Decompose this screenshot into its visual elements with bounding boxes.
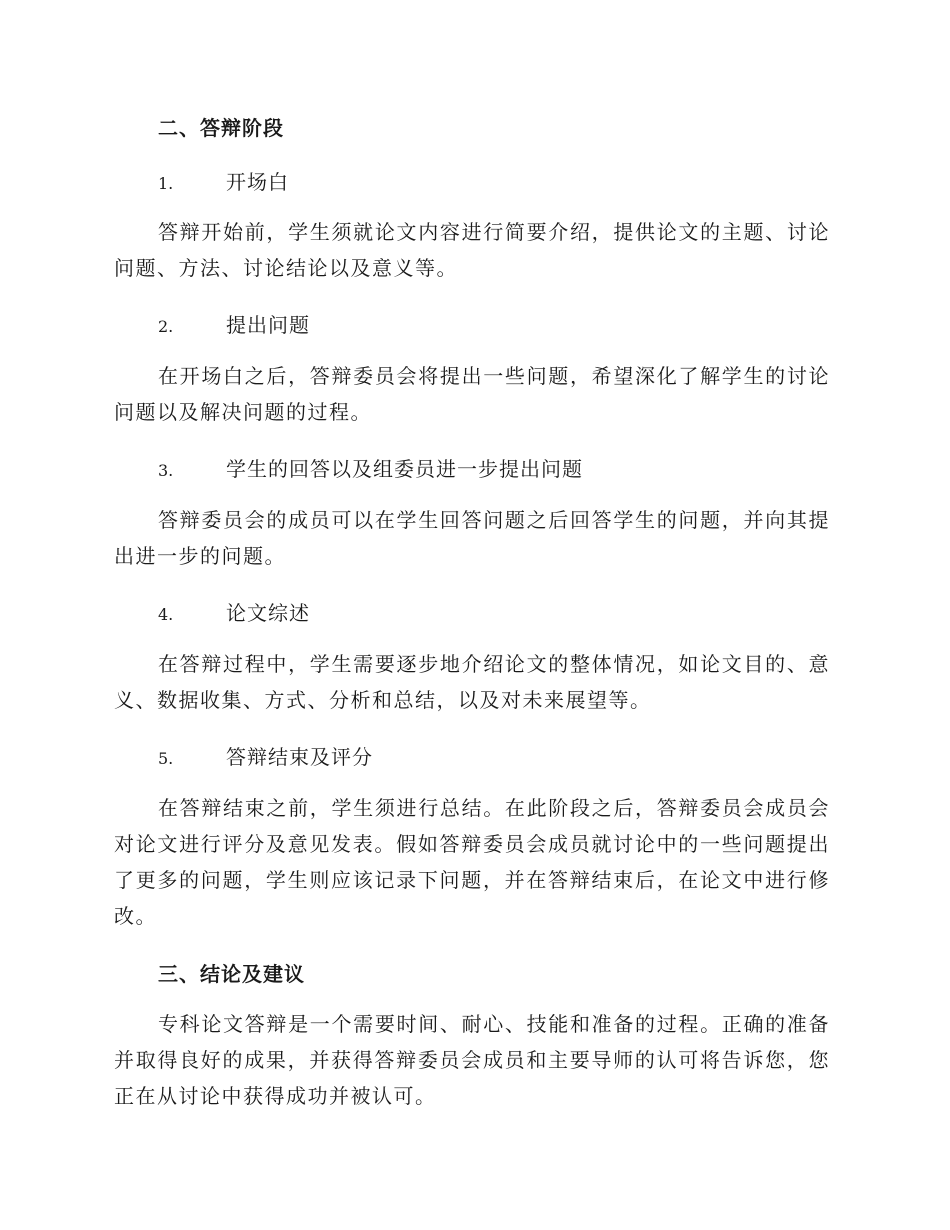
paragraph-answers: 答辩委员会的成员可以在学生回答问题之后回答学生的问题，并向其提出进一步的问题。 — [114, 508, 830, 568]
item-label: 提出问题 — [226, 313, 310, 337]
paragraph-questions: 在开场白之后，答辩委员会将提出一些问题，希望深化了解学生的讨论问题以及解决问题的过程。 — [114, 364, 830, 424]
list-item-scoring — [158, 741, 373, 770]
list-item-opening — [158, 166, 289, 195]
item-number: 3. — [158, 461, 174, 480]
list-item-review — [158, 597, 310, 626]
paragraph-conclusion: 专科论文答辩是一个需要时间、耐心、技能和准备的过程。正确的准备并取得良好的成果，并获得答辩委员会成员和主要导师的认可将告诉您，您正在从讨论中获得成功并被认可。 — [114, 1012, 830, 1108]
item-number: 2. — [158, 317, 174, 336]
list-item-answers — [158, 453, 583, 482]
item-number: 4. — [158, 605, 174, 624]
item-label: 学生的回答以及组委员进一步提出问题 — [226, 457, 583, 481]
item-number: 5. — [158, 749, 174, 768]
section-heading-conclusion: 三、结论及建议 — [158, 962, 305, 986]
item-label: 答辩结束及评分 — [226, 745, 373, 769]
item-label: 论文综述 — [226, 601, 310, 625]
item-number: 1. — [158, 174, 174, 193]
paragraph-scoring: 在答辩结束之前，学生须进行总结。在此阶段之后，答辩委员会成员会对论文进行评分及意见发表。假如答辩委员会成员就讨论中的一些问题提出了更多的问题，学生则应该记录下问题，并在答辩结束后，在论文中进行修改。 — [114, 796, 830, 928]
paragraph-review: 在答辩过程中，学生需要逐步地介绍论文的整体情况，如论文目的、意义、数据收集、方式、分析和总结，以及对未来展望等。 — [114, 652, 830, 712]
section-heading-stage: 二、答辩阶段 — [158, 116, 284, 140]
list-item-questions — [158, 309, 310, 338]
item-label: 开场白 — [226, 170, 289, 194]
paragraph-opening: 答辩开始前，学生须就论文内容进行简要介绍，提供论文的主题、讨论问题、方法、讨论结论以及意义等。 — [114, 220, 830, 280]
